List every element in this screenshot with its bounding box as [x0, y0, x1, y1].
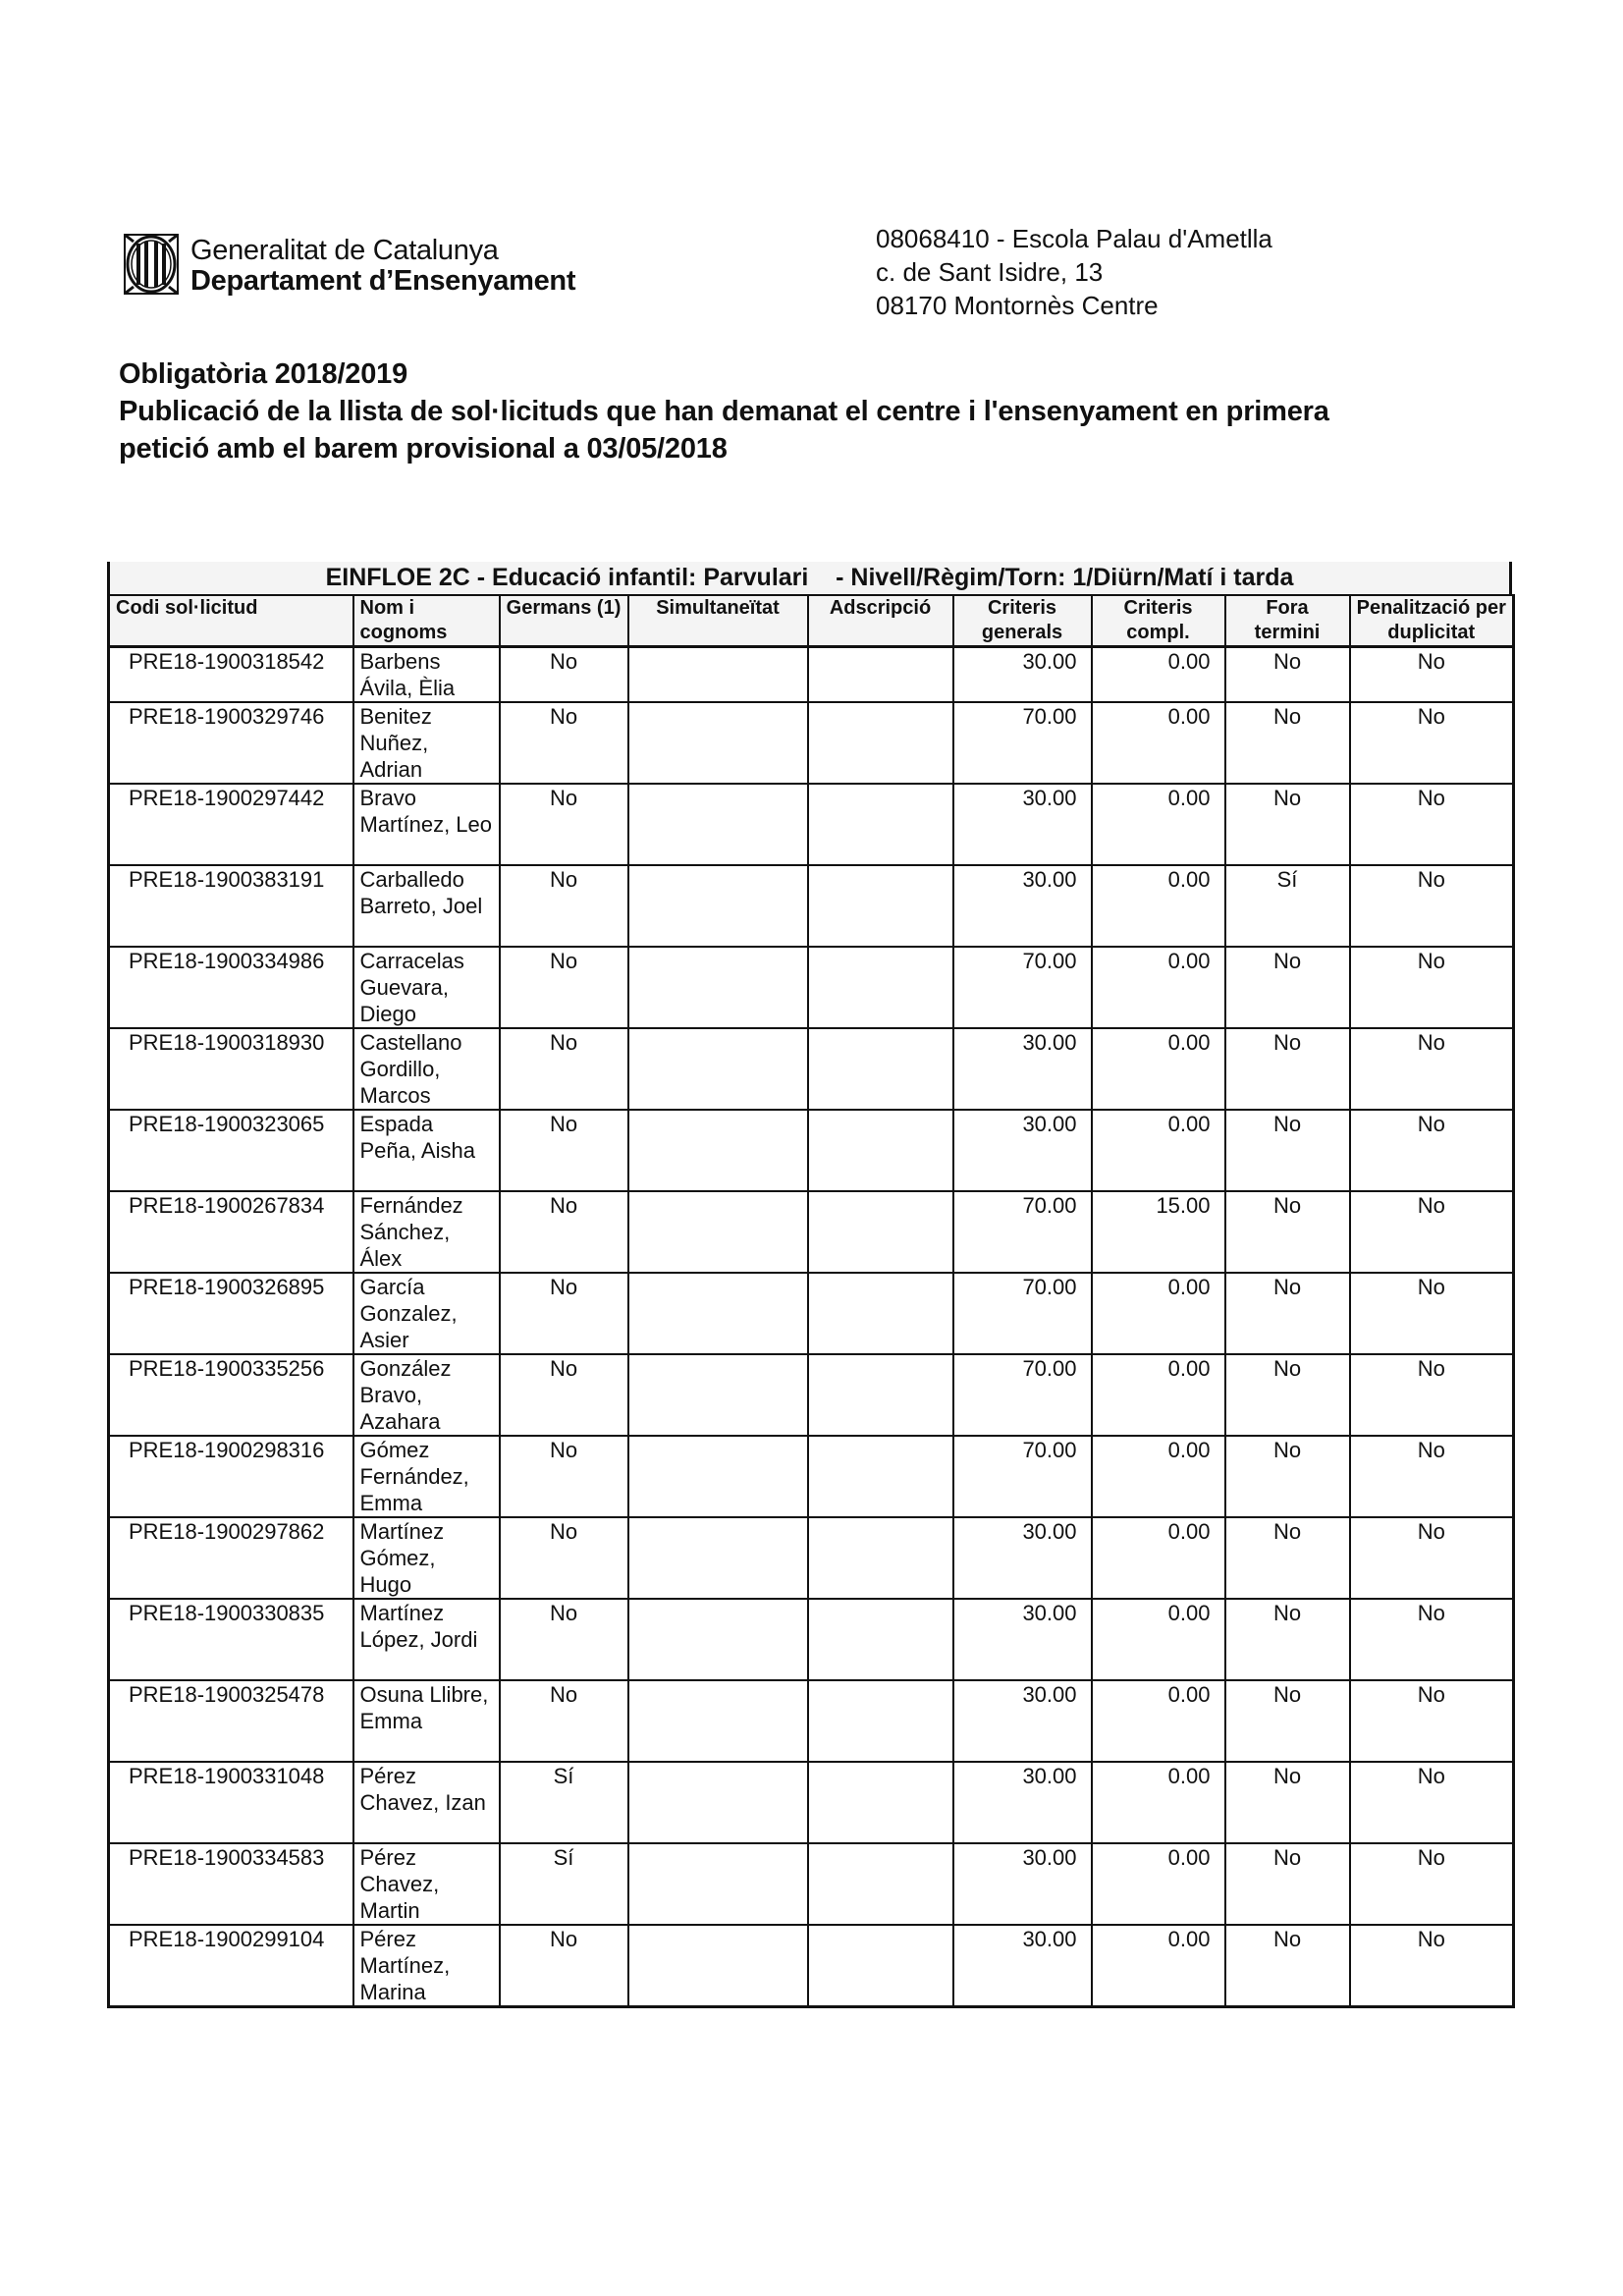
cell-adscription	[808, 1517, 953, 1599]
cell-complementary-criteria: 0.00	[1092, 1680, 1225, 1762]
title-year: Obligatòria 2018/2019	[119, 358, 408, 390]
cell-simultaneity	[628, 1599, 808, 1680]
cell-code: PRE18-1900297442	[109, 784, 353, 865]
org-line-2: Departament d’Ensenyament	[190, 265, 576, 297]
cell-late: No	[1225, 1762, 1350, 1843]
cell-late: No	[1225, 784, 1350, 865]
cell-code: PRE18-1900325478	[109, 1680, 353, 1762]
col-header-adscription: Adscripció	[808, 595, 953, 647]
col-header-duplicity-penalty: Penalització per duplicitat	[1350, 595, 1514, 647]
cell-complementary-criteria: 0.00	[1092, 647, 1225, 703]
cell-complementary-criteria: 0.00	[1092, 1436, 1225, 1517]
title-line-2: Publicació de la llista de sol·licituds que han demanat el centre i l'ensenyament en primera	[119, 396, 1329, 427]
cell-simultaneity	[628, 1191, 808, 1273]
cell-late: No	[1225, 1028, 1350, 1110]
cell-code: PRE18-1900383191	[109, 865, 353, 947]
cell-late: No	[1225, 1680, 1350, 1762]
cell-general-criteria: 30.00	[953, 1680, 1092, 1762]
cell-siblings: No	[500, 647, 628, 703]
cell-adscription	[808, 947, 953, 1028]
cell-siblings: No	[500, 947, 628, 1028]
table-row	[109, 1680, 1514, 1762]
cell-general-criteria: 30.00	[953, 1843, 1092, 1925]
school-name: 08068410 - Escola Palau d'Ametlla	[876, 224, 1272, 253]
cell-siblings: No	[500, 865, 628, 947]
cell-complementary-criteria: 0.00	[1092, 1110, 1225, 1191]
cell-duplicity-penalty: No	[1350, 1110, 1514, 1191]
cell-adscription	[808, 1028, 953, 1110]
table-header-row	[109, 595, 1514, 647]
cell-name: Martínez Gómez, Hugo	[353, 1517, 500, 1599]
table-row	[109, 1273, 1514, 1354]
cell-siblings: No	[500, 1028, 628, 1110]
table-row	[109, 647, 1514, 703]
cell-adscription	[808, 647, 953, 703]
cell-code: PRE18-1900298316	[109, 1436, 353, 1517]
cell-late: No	[1225, 1925, 1350, 2007]
col-header-complementary-criteria: Criteris compl.	[1092, 595, 1225, 647]
cell-simultaneity	[628, 1762, 808, 1843]
cell-code: PRE18-1900326895	[109, 1273, 353, 1354]
title-line-3: petició amb el barem provisional a 03/05/2018	[119, 433, 728, 465]
cell-duplicity-penalty: No	[1350, 865, 1514, 947]
cell-code: PRE18-1900297862	[109, 1517, 353, 1599]
organization-name	[190, 236, 575, 297]
cell-complementary-criteria: 0.00	[1092, 784, 1225, 865]
cell-siblings: Sí	[500, 1843, 628, 1925]
table-row	[109, 1110, 1514, 1191]
school-street: c. de Sant Isidre, 13	[876, 257, 1104, 287]
cell-complementary-criteria: 0.00	[1092, 1762, 1225, 1843]
cell-code: PRE18-1900334986	[109, 947, 353, 1028]
caption-course: EINFLOE 2C - Educació infantil: Parvulari	[325, 564, 809, 591]
cell-adscription	[808, 1273, 953, 1354]
cell-duplicity-penalty: No	[1350, 1925, 1514, 2007]
cell-duplicity-penalty: No	[1350, 1191, 1514, 1273]
cell-duplicity-penalty: No	[1350, 1599, 1514, 1680]
cell-adscription	[808, 1599, 953, 1680]
col-header-name: Nom i cognoms	[353, 595, 500, 647]
cell-late: No	[1225, 1273, 1350, 1354]
cell-simultaneity	[628, 1843, 808, 1925]
table-caption	[107, 562, 1512, 594]
cell-complementary-criteria: 0.00	[1092, 1028, 1225, 1110]
cell-siblings: No	[500, 1436, 628, 1517]
cell-name: Bravo Martínez, Leo	[353, 784, 500, 865]
cell-adscription	[808, 1843, 953, 1925]
cell-late: Sí	[1225, 865, 1350, 947]
col-header-code: Codi sol·licitud	[109, 595, 353, 647]
cell-general-criteria: 30.00	[953, 1028, 1092, 1110]
table-row	[109, 1599, 1514, 1680]
table-row	[109, 1354, 1514, 1436]
cell-general-criteria: 70.00	[953, 1436, 1092, 1517]
cell-siblings: No	[500, 1599, 628, 1680]
cell-adscription	[808, 1762, 953, 1843]
cell-siblings: No	[500, 1191, 628, 1273]
cell-code: PRE18-1900334583	[109, 1843, 353, 1925]
cell-general-criteria: 30.00	[953, 1599, 1092, 1680]
cell-code: PRE18-1900318930	[109, 1028, 353, 1110]
cell-code: PRE18-1900318542	[109, 647, 353, 703]
table-row	[109, 1191, 1514, 1273]
cell-duplicity-penalty: No	[1350, 1273, 1514, 1354]
cell-duplicity-penalty: No	[1350, 1354, 1514, 1436]
cell-simultaneity	[628, 647, 808, 703]
col-header-siblings: Germans (1)	[500, 595, 628, 647]
cell-general-criteria: 70.00	[953, 1191, 1092, 1273]
cell-simultaneity	[628, 784, 808, 865]
cell-name: Espada Peña, Aisha	[353, 1110, 500, 1191]
cell-siblings: No	[500, 1273, 628, 1354]
cell-duplicity-penalty: No	[1350, 784, 1514, 865]
cell-late: No	[1225, 1599, 1350, 1680]
cell-late: No	[1225, 647, 1350, 703]
cell-general-criteria: 70.00	[953, 947, 1092, 1028]
cell-general-criteria: 30.00	[953, 784, 1092, 865]
cell-duplicity-penalty: No	[1350, 1436, 1514, 1517]
cell-complementary-criteria: 0.00	[1092, 1273, 1225, 1354]
cell-late: No	[1225, 1517, 1350, 1599]
school-city: 08170 Montornès Centre	[876, 291, 1159, 320]
cell-adscription	[808, 1680, 953, 1762]
cell-general-criteria: 70.00	[953, 702, 1092, 784]
cell-adscription	[808, 865, 953, 947]
cell-name: Carracelas Guevara, Diego	[353, 947, 500, 1028]
cell-name: Gómez Fernández, Emma	[353, 1436, 500, 1517]
cell-simultaneity	[628, 1436, 808, 1517]
cell-siblings: No	[500, 702, 628, 784]
cell-adscription	[808, 1925, 953, 2007]
col-header-late: Fora termini	[1225, 595, 1350, 647]
col-header-general-criteria: Criteris generals	[953, 595, 1092, 647]
cell-name: García Gonzalez, Asier	[353, 1273, 500, 1354]
cell-simultaneity	[628, 865, 808, 947]
cell-general-criteria: 30.00	[953, 865, 1092, 947]
cell-name: Castellano Gordillo, Marcos	[353, 1028, 500, 1110]
cell-late: No	[1225, 1436, 1350, 1517]
cell-adscription	[808, 1191, 953, 1273]
cell-simultaneity	[628, 1028, 808, 1110]
cell-general-criteria: 30.00	[953, 1517, 1092, 1599]
table-row	[109, 865, 1514, 947]
cell-siblings: No	[500, 1925, 628, 2007]
cell-late: No	[1225, 702, 1350, 784]
cell-simultaneity	[628, 1925, 808, 2007]
cell-siblings: No	[500, 1517, 628, 1599]
cell-duplicity-penalty: No	[1350, 1028, 1514, 1110]
cell-duplicity-penalty: No	[1350, 947, 1514, 1028]
cell-name: Benitez Nuñez, Adrian	[353, 702, 500, 784]
cell-code: PRE18-1900267834	[109, 1191, 353, 1273]
table-row	[109, 1843, 1514, 1925]
table-row	[109, 1762, 1514, 1843]
cell-late: No	[1225, 947, 1350, 1028]
cell-duplicity-penalty: No	[1350, 1843, 1514, 1925]
cell-general-criteria: 70.00	[953, 1354, 1092, 1436]
cell-duplicity-penalty: No	[1350, 1762, 1514, 1843]
school-address	[876, 222, 1272, 322]
cell-name: Carballedo Barreto, Joel	[353, 865, 500, 947]
generalitat-shield-icon	[124, 234, 179, 295]
caption-level: - Nivell/Règim/Torn: 1/Diürn/Matí i tarda	[836, 564, 1294, 591]
cell-name: Martínez López, Jordi	[353, 1599, 500, 1680]
cell-duplicity-penalty: No	[1350, 1680, 1514, 1762]
cell-general-criteria: 30.00	[953, 1110, 1092, 1191]
cell-adscription	[808, 784, 953, 865]
cell-adscription	[808, 702, 953, 784]
cell-complementary-criteria: 0.00	[1092, 865, 1225, 947]
cell-siblings: No	[500, 1110, 628, 1191]
cell-simultaneity	[628, 1354, 808, 1436]
cell-code: PRE18-1900299104	[109, 1925, 353, 2007]
cell-complementary-criteria: 15.00	[1092, 1191, 1225, 1273]
table-row	[109, 1028, 1514, 1110]
cell-siblings: No	[500, 784, 628, 865]
cell-code: PRE18-1900329746	[109, 702, 353, 784]
cell-simultaneity	[628, 1517, 808, 1599]
cell-general-criteria: 30.00	[953, 1762, 1092, 1843]
cell-late: No	[1225, 1843, 1350, 1925]
cell-simultaneity	[628, 1273, 808, 1354]
cell-adscription	[808, 1436, 953, 1517]
table-row	[109, 1436, 1514, 1517]
cell-late: No	[1225, 1191, 1350, 1273]
cell-complementary-criteria: 0.00	[1092, 1843, 1225, 1925]
cell-name: Osuna Llibre, Emma	[353, 1680, 500, 1762]
cell-name: Fernández Sánchez, Álex	[353, 1191, 500, 1273]
cell-adscription	[808, 1354, 953, 1436]
table-row	[109, 784, 1514, 865]
cell-siblings: Sí	[500, 1762, 628, 1843]
cell-duplicity-penalty: No	[1350, 702, 1514, 784]
cell-general-criteria: 70.00	[953, 1273, 1092, 1354]
cell-name: Barbens Ávila, Èlia	[353, 647, 500, 703]
table-row	[109, 1925, 1514, 2007]
cell-late: No	[1225, 1110, 1350, 1191]
org-line-1: Generalitat de Catalunya	[190, 235, 499, 266]
cell-code: PRE18-1900330835	[109, 1599, 353, 1680]
cell-duplicity-penalty: No	[1350, 1517, 1514, 1599]
cell-complementary-criteria: 0.00	[1092, 702, 1225, 784]
cell-code: PRE18-1900335256	[109, 1354, 353, 1436]
cell-siblings: No	[500, 1680, 628, 1762]
table-row	[109, 947, 1514, 1028]
cell-complementary-criteria: 0.00	[1092, 1925, 1225, 2007]
cell-name: González Bravo, Azahara	[353, 1354, 500, 1436]
cell-duplicity-penalty: No	[1350, 647, 1514, 703]
table-row	[109, 702, 1514, 784]
cell-siblings: No	[500, 1354, 628, 1436]
cell-code: PRE18-1900323065	[109, 1110, 353, 1191]
cell-adscription	[808, 1110, 953, 1191]
cell-simultaneity	[628, 1110, 808, 1191]
cell-late: No	[1225, 1354, 1350, 1436]
cell-simultaneity	[628, 947, 808, 1028]
cell-name: Pérez Chavez, Martin	[353, 1843, 500, 1925]
cell-simultaneity	[628, 1680, 808, 1762]
cell-complementary-criteria: 0.00	[1092, 1354, 1225, 1436]
col-header-simultaneity: Simultaneïtat	[628, 595, 808, 647]
document-title	[119, 355, 1329, 467]
cell-complementary-criteria: 0.00	[1092, 947, 1225, 1028]
cell-code: PRE18-1900331048	[109, 1762, 353, 1843]
table-row	[109, 1517, 1514, 1599]
cell-general-criteria: 30.00	[953, 1925, 1092, 2007]
cell-complementary-criteria: 0.00	[1092, 1517, 1225, 1599]
cell-general-criteria: 30.00	[953, 647, 1092, 703]
cell-name: Pérez Martínez, Marina	[353, 1925, 500, 2007]
cell-name: Pérez Chavez, Izan	[353, 1762, 500, 1843]
cell-simultaneity	[628, 702, 808, 784]
cell-complementary-criteria: 0.00	[1092, 1599, 1225, 1680]
